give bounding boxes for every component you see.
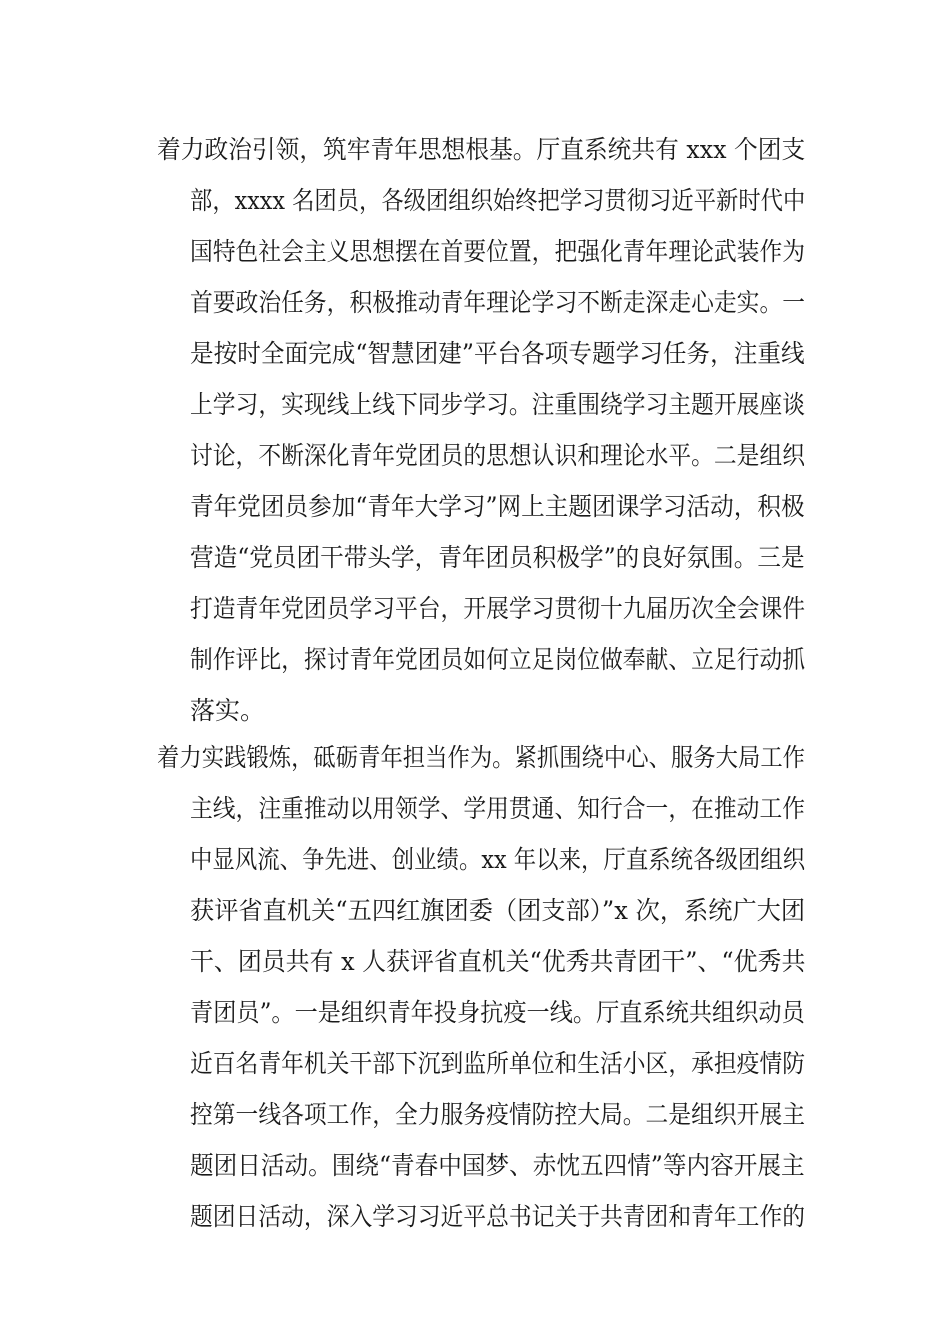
paragraph-line: 青年党团员参加“青年大学习”网上主题团课学习活动，积极: [190, 492, 805, 521]
paragraph-line: 营造“党员团干带头学，青年团员积极学”的良好氛围。三是: [190, 543, 805, 572]
paragraph-line: 近百名青年机关干部下沉到监所单位和生活小区，承担疫情防: [190, 1049, 806, 1078]
paragraph-line: 制作评比，探讨青年党团员如何立足岗位做奉献、立足行动抓: [190, 645, 806, 674]
paragraph-line: 着力实践锻炼，砥砺青年担当作为。紧抓围绕中心、服务大局工作: [157, 743, 806, 772]
paragraph-line: 首要政治任务，积极推动青年理论学习不断走深走心走实。一: [190, 288, 806, 317]
paragraph-line: 上学习，实现线上线下同步学习。注重围绕学习主题开展座谈: [190, 390, 806, 419]
paragraph-line: 打造青年党团员学习平台，开展学习贯彻十九届历次全会课件: [190, 594, 806, 623]
paragraph-line: 中显风流、争先进、创业绩。xx 年以来，厅直系统各级团组织: [190, 845, 806, 874]
paragraph-line: 是按时全面完成“智慧团建”平台各项专题学习任务，注重线: [190, 339, 805, 368]
paragraph-line: 控第一线各项工作，全力服务疫情防控大局。二是组织开展主: [190, 1100, 806, 1129]
paragraph-line: 主线，注重推动以用领学、学用贯通、知行合一，在推动工作: [190, 794, 806, 823]
paragraph-line: 讨论，不断深化青年党团员的思想认识和理论水平。二是组织: [190, 441, 806, 470]
paragraph-line: 获评省直机关“五四红旗团委（团支部）”x 次，系统广大团: [190, 896, 806, 925]
paragraph-line: 着力政治引领，筑牢青年思想根基。厅直系统共有 xxx 个团支: [157, 135, 806, 164]
paragraph-line: 题团日活动。围绕“青春中国梦、赤忱五四情”等内容开展主: [190, 1151, 805, 1180]
paragraph-line: 国特色社会主义思想摆在首要位置，把强化青年理论武装作为: [190, 237, 806, 266]
paragraph-line: 部，xxxx 名团员，各级团组织始终把学习贯彻习近平新时代中: [190, 186, 806, 215]
paragraph-line: 干、团员共有 x 人获评省直机关“优秀共青团干”、“优秀共: [190, 947, 806, 976]
paragraph-line: 题团日活动，深入学习习近平总书记关于共青团和青年工作的: [190, 1202, 806, 1231]
paragraph-line: 落实。: [190, 696, 266, 725]
paragraph-line: 青团员”。一是组织青年投身抗疫一线。厅直系统共组织动员: [190, 998, 805, 1027]
